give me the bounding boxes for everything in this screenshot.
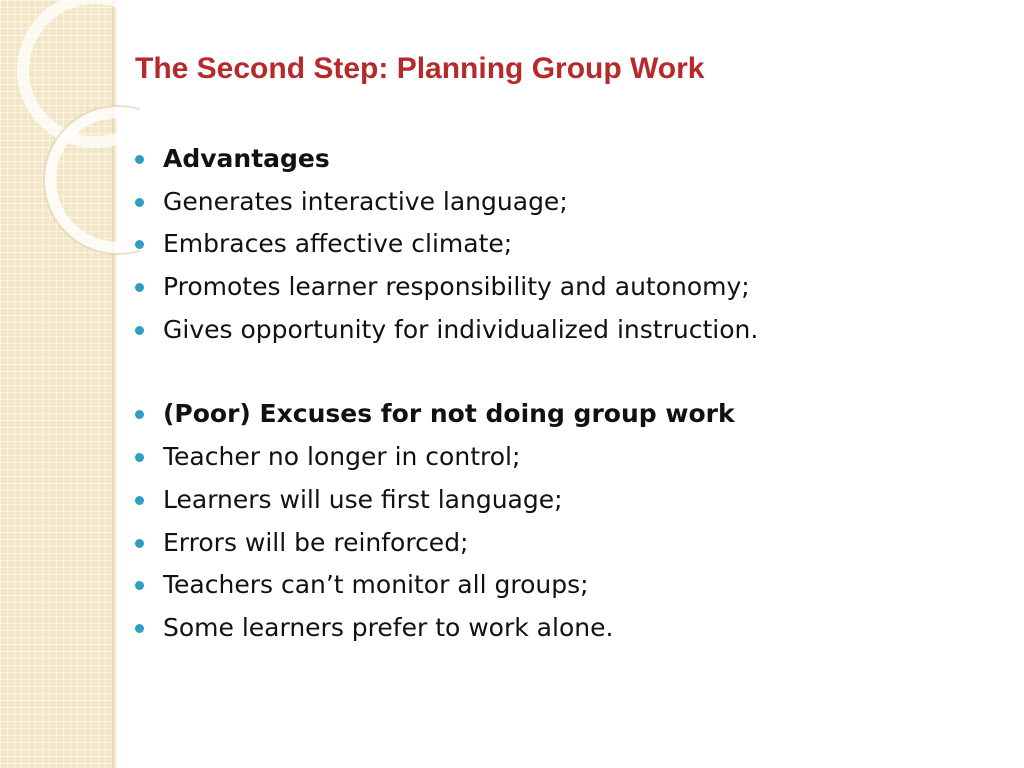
bullet-dot-icon: [135, 624, 144, 633]
bullet-dot-icon: [135, 283, 144, 292]
excuses-heading-text: (Poor) Excuses for not doing group work: [163, 399, 735, 429]
excuses-heading: [130, 393, 758, 436]
list-item: [130, 181, 758, 224]
bullet-dot-icon: [135, 240, 144, 249]
list-item-text: Teacher no longer in control;: [163, 442, 521, 472]
bullet-dot-icon: [135, 496, 144, 505]
list-item-text: Generates interactive language;: [163, 186, 568, 216]
list-item: [130, 479, 758, 522]
bullet-dot-icon: [135, 326, 144, 335]
list-item: [130, 266, 758, 309]
list-item-text: Promotes learner responsibility and autonomy;: [163, 272, 750, 302]
bullet-dot-icon: [135, 155, 144, 164]
list-item-text: Errors will be reinforced;: [163, 527, 469, 557]
bullet-dot-icon: [135, 453, 144, 462]
advantages-heading: [130, 138, 758, 181]
list-item-text: Gives opportunity for individualized instruction.: [163, 314, 759, 344]
bullet-dot-icon: [135, 581, 144, 590]
list-item: [130, 309, 758, 352]
list-item: [130, 564, 758, 607]
list-item-text: Teachers can’t monitor all groups;: [163, 570, 589, 600]
bullet-dot-icon: [135, 410, 144, 419]
bullet-dot-icon: [135, 198, 144, 207]
list-item: [130, 522, 758, 565]
list-item: [130, 223, 758, 266]
list-item-text: Embraces affective climate;: [163, 229, 513, 259]
bullet-dot-icon: [135, 539, 144, 548]
bullet-list: [130, 138, 758, 650]
decorative-rings-icon: [0, 0, 140, 300]
list-item: [130, 436, 758, 479]
list-item-text: Some learners prefer to work alone.: [163, 612, 614, 642]
list-item: [130, 607, 758, 650]
list-item-text: Learners will use first language;: [163, 484, 563, 514]
advantages-heading-text: Advantages: [163, 144, 330, 173]
slide-title: The Second Step: Planning Group Work: [135, 52, 705, 85]
